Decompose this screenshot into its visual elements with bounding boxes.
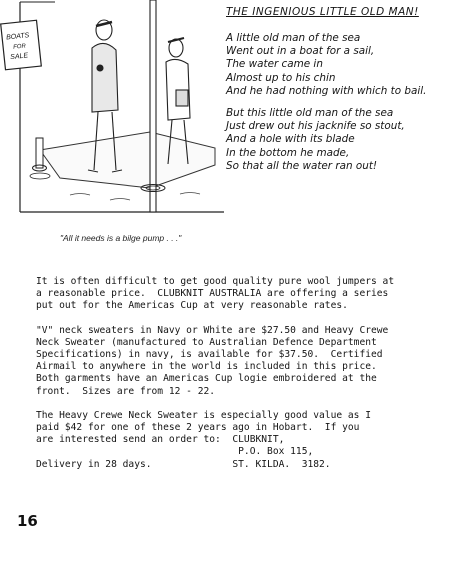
article-line: Neck Sweater (manufactured to Australian Defence Department xyxy=(36,336,377,348)
cartoon-drawing xyxy=(0,0,226,235)
sign-line-1: BOATS xyxy=(5,32,30,42)
cartoon-illustration xyxy=(0,0,226,250)
poem-line: Almost up to his chin xyxy=(226,71,336,84)
article-line: It is often difficult to get good quality pure wool jumpers at xyxy=(36,276,395,287)
article-line: Both garments have an Americas Cup logie embroidered at the xyxy=(36,373,377,385)
poem-line: Went out in a boat for a sail, xyxy=(226,45,375,58)
article-line: front. Sizes are from 12 - 22. xyxy=(36,385,216,397)
article-line: paid $42 for one of these 2 years ago in Hobart. If you xyxy=(36,422,360,434)
article-body xyxy=(36,276,456,483)
poem-line: And he had nothing with which to bail. xyxy=(226,84,427,97)
poem-line: In the bottom he made, xyxy=(226,146,350,159)
article-line: The Heavy Crewe Neck Sweater is especially good value as I xyxy=(36,409,372,421)
article-line: Delivery in 28 days. ST. KILDA. 3182. xyxy=(36,458,331,470)
poem-line: A little old man of the sea xyxy=(226,32,361,44)
article-paragraph-1 xyxy=(36,276,456,313)
article-line: Airmail to anywhere in the world is included in this price. xyxy=(36,361,377,373)
article-line: put out for the Americas Cup at very reasonable rates. xyxy=(36,300,348,312)
page-number: 16 xyxy=(17,512,38,530)
poem-line: But this little old man of the sea xyxy=(226,107,394,120)
article-paragraph-3 xyxy=(36,410,456,471)
poem-line: So that all the water ran out! xyxy=(226,159,378,172)
poem-line: Just drew out his jacknife so stout, xyxy=(226,120,405,133)
article-line: "V" neck sweaters in Navy or White are $27.50 and Heavy Crewe xyxy=(36,324,389,336)
boats-for-sale-sign xyxy=(1,20,42,70)
sign-line-3: SALE xyxy=(9,52,29,62)
poem-title: THE INGENIOUS LITTLE OLD MAN! xyxy=(226,6,419,18)
poem-stanza-1 xyxy=(226,32,472,98)
article-line: a reasonable price. CLUBKNIT AUSTRALIA are offering a series xyxy=(36,288,389,300)
poem xyxy=(226,6,472,182)
article-line: P.O. Box 115, xyxy=(36,446,314,458)
poem-line: And a hole with its blade xyxy=(226,133,355,146)
cartoon-caption: "All it needs is a bilge pump . . ." xyxy=(60,233,182,243)
poem-stanza-2 xyxy=(226,107,472,173)
article-paragraph-2 xyxy=(36,325,456,398)
article-line: are interested send an order to: CLUBKNIT, xyxy=(36,434,285,446)
sign-line-2: FOR xyxy=(12,43,27,51)
article-line: Specifications) in navy, is available for $37.50. Certified xyxy=(36,349,383,361)
poem-line: The water came in xyxy=(226,58,323,71)
